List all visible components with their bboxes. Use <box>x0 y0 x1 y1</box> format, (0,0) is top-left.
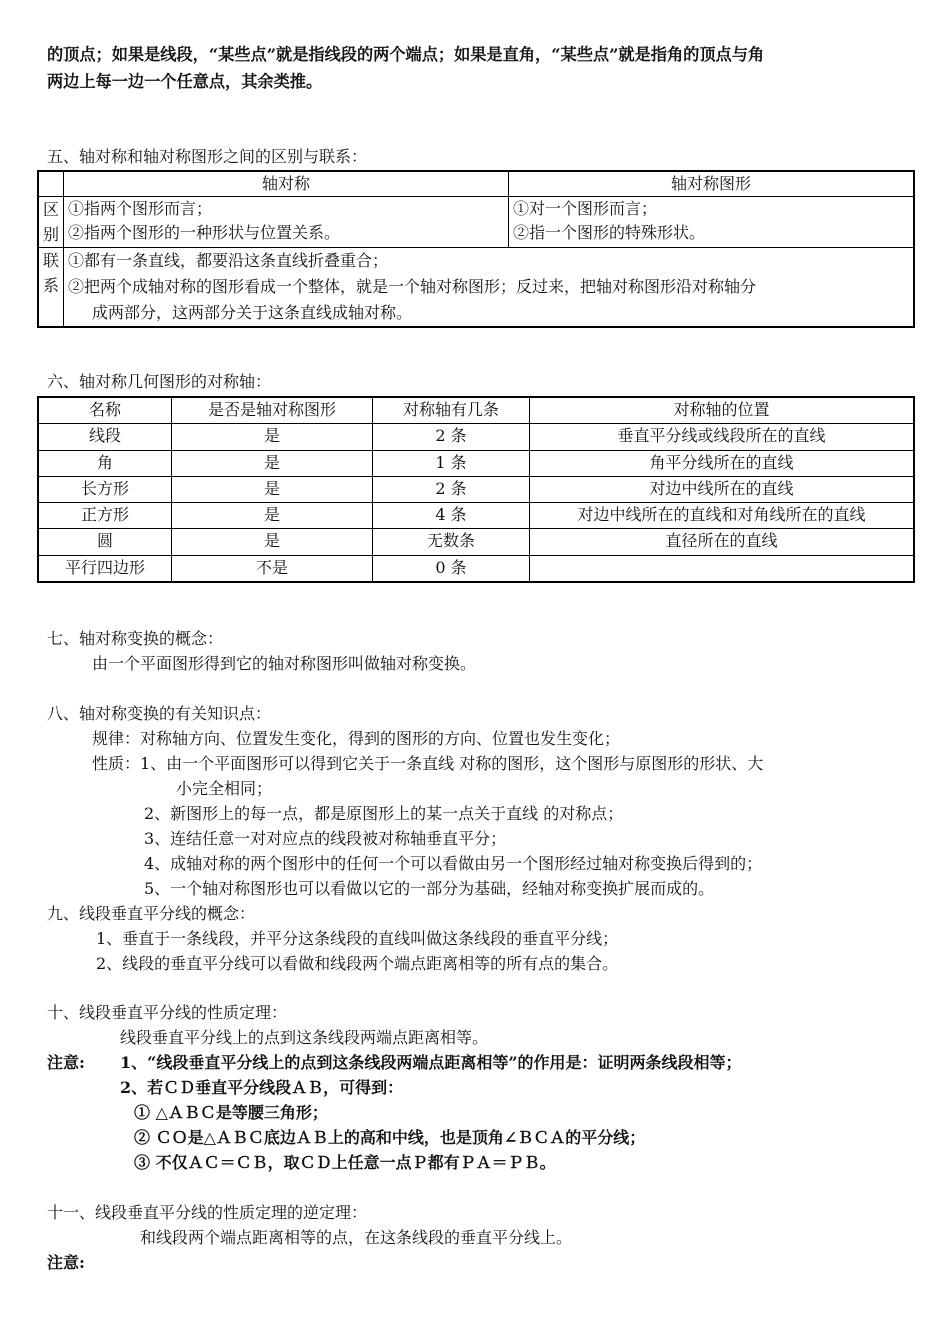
table-header-row <box>38 397 914 424</box>
section10-sub-3: ③ 不仅ＡＣ＝ＣＢ，取ＣＤ上任意一点Ｐ都有ＰＡ＝ＰＢ。 <box>134 1153 556 1172</box>
section8-property-5: 5、一个轴对称图形也可以看做以它的一部分为基础，经轴对称变换扩展而成的。 <box>144 879 715 898</box>
symmetry-axis-table <box>37 396 915 583</box>
section7-title: 七、轴对称变换的概念： <box>47 629 224 648</box>
section9-title: 九、线段垂直平分线的概念： <box>47 904 256 923</box>
col-header-symmetric-figure: 轴对称图形 <box>509 171 915 197</box>
cell-name: 角 <box>38 450 172 476</box>
cell-is-symmetric: 不是 <box>172 555 373 582</box>
cell-is-symmetric: 是 <box>172 450 373 476</box>
table-row <box>38 529 914 555</box>
cell-name: 平行四边形 <box>38 555 172 582</box>
row-label-difference: 区 别 <box>38 197 64 248</box>
section8-property-4: 4、成轴对称的两个图形中的任何一个可以看做由另一个图形经过轴对称变换后得到的； <box>144 854 763 873</box>
cell-axis-count: 4 条 <box>373 503 530 529</box>
section11-note-label: 注意: <box>47 1253 85 1272</box>
difference-symmetric-figure: ①对一个图形而言； ②指一个图形的特殊形状。 <box>509 197 915 248</box>
section8-rule: 规律：对称轴方向、位置发生变化，得到的图形的方向、位置也发生变化； <box>92 729 621 748</box>
section9-item-1: 1、垂直于一条线段，并平分这条线段的直线叫做这条线段的垂直平分线； <box>96 929 619 948</box>
table-row <box>38 450 914 476</box>
table-row <box>38 476 914 502</box>
section11-body: 和线段两个端点距离相等的点，在这条线段的垂直平分线上。 <box>140 1228 573 1247</box>
comparison-table <box>37 170 915 328</box>
header-is-symmetric: 是否是轴对称图形 <box>172 397 373 424</box>
section9-item-2: 2、线段的垂直平分线可以看做和线段两个端点距离相等的所有点的集合。 <box>96 954 619 973</box>
intro-line-1: 的顶点；如果是线段，“某些点”就是指线段的两个端点；如果是直角，“某些点”就是指角的顶点与角 <box>47 45 765 64</box>
cell-axis-count: 0 条 <box>373 555 530 582</box>
section6-title: 六、轴对称几何图形的对称轴： <box>47 372 272 391</box>
cell-name: 长方形 <box>38 476 172 502</box>
header-name: 名称 <box>38 397 172 424</box>
section10-note-label: 注意: <box>47 1053 85 1072</box>
cell-is-symmetric: 是 <box>172 424 373 450</box>
cell-axis-position: 对边中线所在的直线和对角线所在的直线 <box>530 503 915 529</box>
col-header-axial-symmetry: 轴对称 <box>64 171 509 197</box>
section10-sub-2: ② ＣＯ是△ＡＢＣ底边ＡＢ上的高和中线，也是顶角∠ＢＣＡ的平分线； <box>134 1128 646 1147</box>
section10-note-1: 1、“线段垂直平分线上的点到这条线段两端点距离相等”的作用是：证明两条线段相等； <box>120 1053 742 1072</box>
cell-name: 线段 <box>38 424 172 450</box>
table-row <box>38 555 914 582</box>
section8-title: 八、轴对称变换的有关知识点： <box>47 704 272 723</box>
header-axis-count: 对称轴有几条 <box>373 397 530 424</box>
cell-axis-position: 垂直平分线或线段所在的直线 <box>530 424 915 450</box>
section8-property-1-cont: 小完全相同； <box>176 779 273 798</box>
section10-body: 线段垂直平分线上的点到这条线段两端点距离相等。 <box>120 1028 489 1047</box>
cell-is-symmetric: 是 <box>172 529 373 555</box>
cell-is-symmetric: 是 <box>172 503 373 529</box>
section10-note-2: 2、若ＣＤ垂直平分线段ＡＢ，可得到： <box>120 1078 404 1097</box>
cell-name: 圆 <box>38 529 172 555</box>
cell-axis-count: 无数条 <box>373 529 530 555</box>
cell-axis-count: 1 条 <box>373 450 530 476</box>
header-axis-position: 对称轴的位置 <box>530 397 915 424</box>
cell-name: 正方形 <box>38 503 172 529</box>
cell-is-symmetric: 是 <box>172 476 373 502</box>
cell-axis-position: 角平分线所在的直线 <box>530 450 915 476</box>
intro-line-2: 两边上每一边一个任意点，其余类推。 <box>47 72 323 91</box>
table-row <box>38 424 914 450</box>
difference-axial-symmetry: ①指两个图形而言； ②指两个图形的一种形状与位置关系。 <box>64 197 509 248</box>
section5-title: 五、轴对称和轴对称图形之间的区别与联系： <box>47 147 368 166</box>
section8-property-1: 性质：1、由一个平面图形可以得到它关于一条直线 对称的图形，这个图形与原图形的形状、大 <box>92 754 764 773</box>
section11-title: 十一、线段垂直平分线的性质定理的逆定理： <box>47 1203 368 1222</box>
section10-sub-1: ① △ＡＢＣ是等腰三角形； <box>134 1103 328 1122</box>
section10-title: 十、线段垂直平分线的性质定理： <box>47 1003 288 1022</box>
row-label-relation: 联 系 <box>38 248 64 328</box>
cell-axis-count: 2 条 <box>373 424 530 450</box>
section7-body: 由一个平面图形得到它的轴对称图形叫做轴对称变换。 <box>92 654 477 673</box>
relation-cell: ①都有一条直线，都要沿这条直线折叠重合； ②把两个成轴对称的图形看成一个整体，就是一个轴对称图形；反过来，把轴对称图形沿对称轴分 成两部分，这两部分关于这条直线成轴对称。 <box>64 248 915 328</box>
cell-axis-position: 对边中线所在的直线 <box>530 476 915 502</box>
cell-axis-position: 直径所在的直线 <box>530 529 915 555</box>
cell-axis-position <box>530 555 915 582</box>
table-row <box>38 503 914 529</box>
section8-property-3: 3、连结任意一对对应点的线段被对称轴垂直平分； <box>144 829 507 848</box>
cell-axis-count: 2 条 <box>373 476 530 502</box>
section8-property-2: 2、新图形上的每一点，都是原图形上的某一点关于直线 的对称点； <box>144 804 624 823</box>
